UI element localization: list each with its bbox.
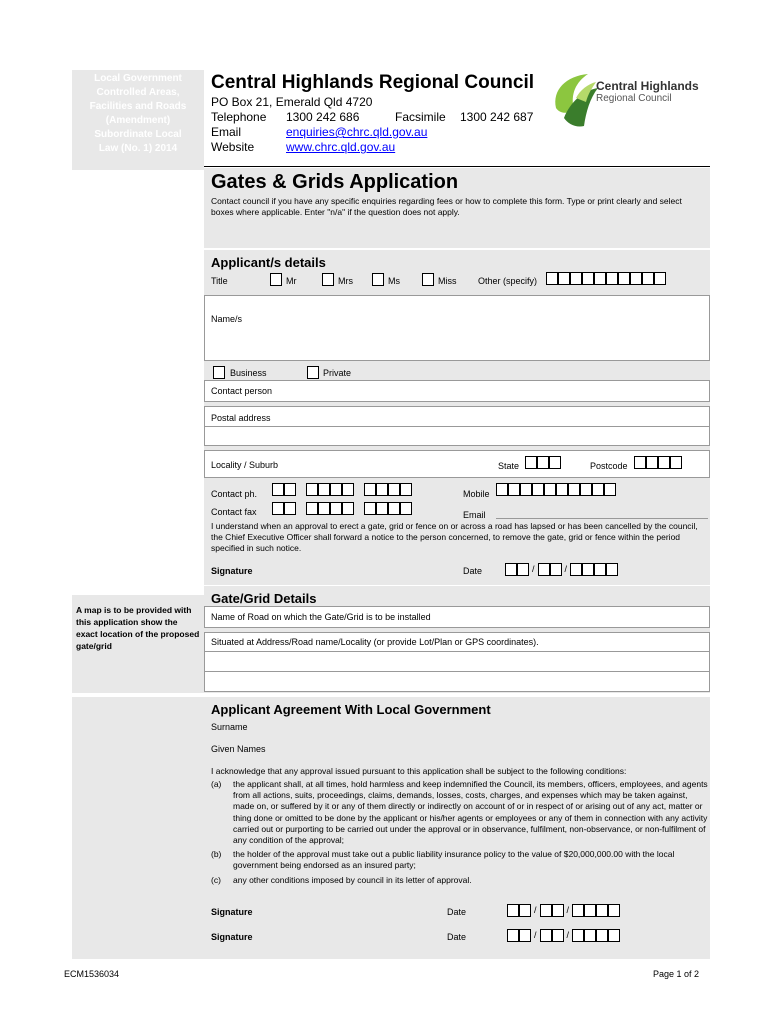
law-line: Subordinate Local — [94, 129, 182, 140]
agreement-side-panel — [72, 697, 204, 959]
postal-divider — [204, 426, 710, 427]
agreement-heading: Applicant Agreement With Local Government — [211, 702, 491, 717]
mobile-label: Mobile — [463, 489, 490, 499]
agreement-date-1-label: Date — [447, 907, 467, 917]
mobile-field[interactable] — [496, 483, 616, 496]
header-rule — [204, 166, 710, 167]
ms-checkbox[interactable] — [372, 273, 384, 286]
law-line: Law (No. 1) 2014 — [98, 143, 178, 154]
mrs-checkbox[interactable] — [322, 273, 334, 286]
other-specify-field[interactable] — [546, 272, 666, 285]
state-field[interactable] — [525, 456, 561, 469]
given-names-label: Given Names — [211, 744, 266, 754]
condition-b-mark: (b) — [211, 849, 222, 859]
condition-b-text: the holder of the approval must take out a public liability insurance policy to the value of $20,000,000.00 with the local government being endorsed as an insured party; — [233, 849, 675, 871]
logo-line2: Regional Council — [596, 93, 672, 104]
facsimile-label: Facsimile — [395, 110, 446, 124]
law-line: Facilities and Roads — [89, 101, 187, 112]
title-label: Title — [211, 276, 228, 286]
page-number: Page 1 of 2 — [653, 969, 700, 979]
locality-label: Locality / Suburb — [211, 460, 279, 470]
mr-label: Mr — [286, 276, 297, 286]
email-link[interactable]: enquiries@chrc.qld.gov.au — [286, 125, 428, 139]
local-law-panel — [72, 70, 204, 170]
names-field[interactable] — [204, 295, 710, 361]
miss-label: Miss — [438, 276, 457, 286]
contact-fax-field[interactable] — [272, 502, 412, 515]
logo-emblem-icon — [550, 68, 600, 130]
law-line: Local Government — [94, 73, 182, 84]
telephone-label: Telephone — [211, 110, 267, 124]
mrs-label: Mrs — [338, 276, 353, 286]
map-note-panel — [72, 595, 204, 693]
applicant-heading: Applicant/s details — [211, 255, 326, 270]
form-intro: Contact council if you have any specific enquiries regarding fees or how to complete this form. Type or print clearly and select boxes where applicable. Enter "n/a" if the question does not apply. — [211, 196, 682, 218]
agreement-date-1-field[interactable]: / / — [507, 904, 620, 917]
address: PO Box 21, Emerald Qld 4720 — [211, 95, 373, 109]
telephone: 1300 242 686 — [286, 110, 360, 124]
contact-person-label: Contact person — [211, 386, 273, 396]
situated-divider-2 — [204, 671, 710, 672]
private-label: Private — [323, 368, 352, 378]
miss-checkbox[interactable] — [422, 273, 434, 286]
agreement-date-2-label: Date — [447, 932, 467, 942]
contact-ph-label: Contact ph. — [211, 489, 258, 499]
law-line: Controlled Areas, — [96, 87, 180, 98]
law-line: (Amendment) — [105, 115, 171, 126]
document-id: ECM1536034 — [64, 969, 120, 979]
agreement-signature-1-label: Signature — [211, 907, 253, 917]
names-label: Name/s — [211, 314, 243, 324]
condition-a-text: the applicant shall, at all times, hold harmless and keep indemnified the Council, its members, officers, employees, and agents from all actions, suits, proceedings, claims, demands, losses, costs, charges, and expenses which may be taken against, made on, or suffered by it or any of them directly or indirectly on account of or in respect of or arising out of any act, matter or thing done or omitted to be done by the applicant or his/her agents or employees or any of them in connection with any activity carried out or purporting to be carried out under the approval or in observance, fulfilment, non-observance, or non-fulfilment of any condition of the approval; — [233, 779, 708, 846]
ms-label: Ms — [388, 276, 400, 286]
business-label: Business — [230, 368, 267, 378]
surname-label: Surname — [211, 722, 248, 732]
mr-checkbox[interactable] — [270, 273, 282, 286]
condition-c-mark: (c) — [211, 875, 221, 885]
postcode-field[interactable] — [634, 456, 682, 469]
email-input-line[interactable] — [496, 518, 708, 519]
condition-c-text: any other conditions imposed by council in its letter of approval. — [233, 875, 472, 885]
map-note: A map is to be provided with this application show the exact location of the proposed gate/grid — [76, 605, 200, 651]
website-label: Website — [211, 140, 255, 154]
postal-address-label: Postal address — [211, 413, 271, 423]
council-name: Central Highlands Regional Council — [211, 72, 535, 93]
agreement-intro: I acknowledge that any approval issued pursuant to this application shall be subject to the following conditions: — [211, 766, 627, 776]
condition-a-mark: (a) — [211, 779, 222, 789]
applicant-date-label: Date — [463, 566, 483, 576]
state-label: State — [498, 461, 520, 471]
situated-label: Situated at Address/Road name/Locality (or provide Lot/Plan or GPS coordinates). — [211, 637, 539, 647]
private-checkbox[interactable] — [307, 366, 319, 379]
logo-line1: Central Highlands — [596, 79, 699, 93]
contact-ph-field[interactable] — [272, 483, 412, 496]
business-checkbox[interactable] — [213, 366, 225, 379]
road-name-label: Name of Road on which the Gate/Grid is to be installed — [211, 612, 431, 622]
contact-fax-label: Contact fax — [211, 507, 257, 517]
form-title: Gates & Grids Application — [211, 171, 459, 193]
council-logo — [550, 68, 720, 130]
applicant-date-field[interactable]: / / — [505, 563, 618, 576]
facsimile: 1300 242 687 — [460, 110, 534, 124]
website-link[interactable]: www.chrc.qld.gov.au — [286, 140, 396, 154]
contact-person-field[interactable] — [204, 380, 710, 402]
agreement-signature-2-label: Signature — [211, 932, 253, 942]
removal-notice: I understand when an approval to erect a gate, grid or fence on or across a road has lapsed or has been cancelled by the council, the Chief Executive Officer shall forward a notice to the person concerned, to remove the gate, grid or fence within the period specified in such notice. — [211, 521, 698, 554]
situated-divider-1 — [204, 651, 710, 652]
email-label: Email — [211, 125, 242, 139]
postcode-label: Postcode — [590, 461, 628, 471]
agreement-date-2-field[interactable]: / / — [507, 929, 620, 942]
email-field-label: Email — [463, 510, 486, 520]
gate-grid-heading: Gate/Grid Details — [211, 591, 317, 606]
other-label: Other (specify) — [478, 276, 538, 286]
applicant-signature-label: Signature — [211, 566, 253, 576]
